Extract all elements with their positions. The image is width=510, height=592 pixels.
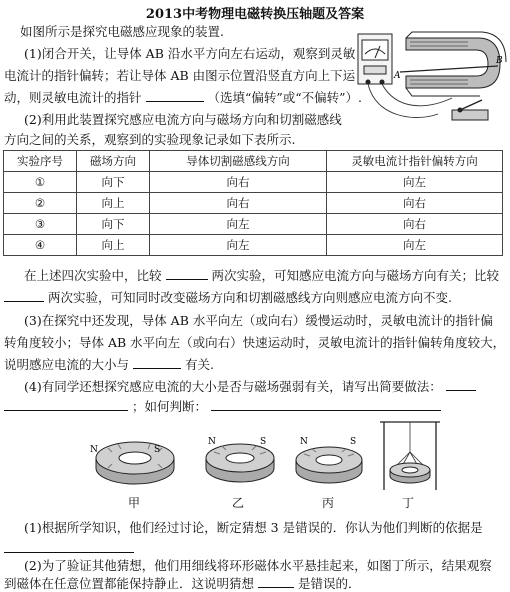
pole-n-label: N [90,445,98,455]
table-cell: 向上 [77,193,150,214]
s1-line1: (1)根据所学知识，他们经过讨论，断定猜想 3 是错误的．你认为他们判断的依据是 [24,520,483,535]
figure-bing-caption: 丙 [322,496,335,510]
comparison-line1 [24,266,499,284]
q3-line3-text-a: 说明感应电流的大小与 [4,357,130,372]
comparison-blank-1[interactable] [166,267,208,280]
q3-line3 [4,355,214,373]
experiment-table [3,150,503,256]
q4-line2 [4,397,441,415]
table-header: 导体切割磁感线方向 [150,151,327,172]
figure-jia-caption: 甲 [128,496,141,510]
table-header: 灵敏电流计指针偏转方向 [327,151,503,172]
table-cell: 向左 [327,235,503,256]
s1-line2 [4,540,134,556]
switch-icon[interactable] [452,100,488,120]
comparison-text-c: 两次实验，可知同时改变磁场方向和切割磁感线方向则感应电流方向不变. [47,290,452,305]
table-cell: ① [4,172,77,193]
table-cell: 向右 [327,214,503,235]
pole-s-label: S [260,437,267,447]
table-header-row [4,151,503,172]
q4-line1 [24,377,476,395]
q3-line3-text-b: 有关. [184,357,214,372]
s2-line2-text-a: 到磁体在任意位置都能保持静止．这说明猜想 [4,576,255,591]
q1-line2: 电流计的指针偏转；若让导体 AB 由图示位置沿竖直方向上下运 [4,68,356,83]
table-cell: ② [4,193,77,214]
q4-judge-blank[interactable] [211,398,441,411]
label-a: A [394,71,401,81]
thread-icon [394,422,426,468]
table-cell: 向上 [77,235,150,256]
table-cell: 向右 [150,193,327,214]
conductor-rod-icon [400,66,498,72]
wire-icon [368,84,452,118]
q4-method-blank-a[interactable] [446,378,476,391]
figure-yi-caption: 乙 [232,496,245,510]
table-header: 实验序号 [4,151,77,172]
q4-line1-text: (4)有同学还想探究感应电流的大小是否与磁场强弱有关，请写出简要做法： [24,379,442,394]
label-b: B [496,56,503,66]
ring-magnet-icon [206,444,274,482]
table-cell: ④ [4,235,77,256]
galvanometer-icon [358,34,392,84]
q1-line3-text-a: 动，则灵敏电流计的指针 [4,90,142,105]
q4-line2-text: ；如何判断： [131,399,207,414]
table-cell: 向左 [327,172,503,193]
q1-line3-text-b: （选填“偏转”或“不偏转”）. [207,90,363,105]
apparatus-illustration [356,18,508,130]
pole-s-label: S [350,437,357,447]
s2-answer-blank[interactable] [258,575,294,588]
q3-answer-blank[interactable] [133,356,181,369]
table-cell: ③ [4,214,77,235]
q2-line1: (2)利用此装置探究感应电流方向与磁场方向和切割磁感线 [24,112,342,127]
q1-answer-blank[interactable] [146,89,204,102]
s2-line2 [4,574,361,592]
intro-text: 如图所示是探究电磁感应现象的装置. [20,24,224,39]
q2-line2: 方向之间的关系，观察到的实验现象记录如下表所示. [4,132,296,147]
pole-s-label: S [154,445,161,455]
table-cell: 向下 [77,172,150,193]
table-cell: 向下 [77,214,150,235]
s1-answer-blank[interactable] [4,540,134,553]
q4-method-blank-b[interactable] [4,398,128,411]
table-cell: 向右 [327,193,503,214]
comparison-text-a: 在上述四次实验中，比较 [24,268,162,283]
q3-line2: 转角度较小；导体 AB 水平向左（或向右）快速运动时，灵敏电流计的指针偏转角度较大， [4,335,506,350]
figure-ding-caption: 丁 [402,496,415,510]
comparison-text-b: 两次实验，可知感应电流方向与磁场方向有关；比较 [211,268,499,283]
table-cell: 向左 [150,214,327,235]
pole-n-label: N [300,437,308,447]
s2-line1: (2)为了验证其他猜想，他们用细线将环形磁体水平悬挂起来，如图丁所示，结果观察 [24,558,492,573]
q1-line1: (1)闭合开关，让导体 AB 沿水平方向左右运动，观察到灵敏 [24,46,356,61]
pole-n-label: N [208,437,216,447]
table-row [4,235,503,256]
document-title: 2013中考物理电磁转换压轴题及答案 [145,7,365,22]
q1-line3 [4,88,362,106]
table-row [4,193,503,214]
ring-magnet-icon [390,463,430,483]
table-row [4,172,503,193]
s2-line2-text-b: 是错误的． [297,576,361,591]
table-header: 磁场方向 [77,151,150,172]
horseshoe-magnet-icon [406,32,506,96]
figure-jia [90,432,180,494]
figure-yi [200,432,280,494]
comparison-line2 [4,288,452,306]
figure-bing [290,432,368,494]
ring-magnet-icon [96,442,174,484]
table-row [4,214,503,235]
q3-line1: (3)在探究中还发现，导体 AB 水平向左（或向右）缓慢运动时，灵敏电流计的指针偏 [24,313,493,328]
table-cell: 向左 [150,235,327,256]
comparison-blank-2[interactable] [4,289,44,302]
figure-ding [372,418,448,494]
ring-magnet-icon [296,447,362,483]
table-cell: 向右 [150,172,327,193]
